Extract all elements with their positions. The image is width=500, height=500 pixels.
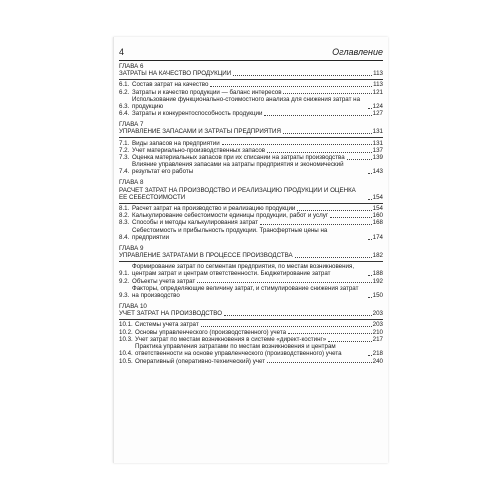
dot-leader: [260, 224, 372, 225]
section-title: Калькулирование себестоимости единицы продукции, работ и услуг: [132, 212, 329, 220]
dot-leader: [368, 275, 372, 276]
toc-entry: [119, 321, 383, 328]
section-page: 121: [372, 88, 383, 96]
section-title: Факторы, определяющие величину затрат, и стимулирование снижения затрат на производство: [132, 284, 359, 300]
dot-leader: [264, 115, 371, 116]
dot-leader: [267, 152, 372, 153]
chapter-title: УПРАВЛЕНИЕ ЗАПАСАМИ И ЗАТРАТЫ ПРЕДПРИЯТИЯ: [119, 128, 281, 136]
section-page: 160: [372, 212, 383, 220]
section-title: Системы учета затрат: [135, 321, 199, 329]
toc-entry: [119, 343, 383, 357]
header-rule: [119, 60, 383, 61]
toc-entry: [119, 219, 383, 226]
section-title: Использование функционально-стоимостного анализа для снижения затрат на продукцию: [132, 95, 361, 111]
chapter-title-row: [119, 187, 383, 201]
chapter-block: [119, 303, 383, 365]
chapter-label: ГЛАВА 8: [119, 179, 144, 187]
dot-leader: [368, 199, 372, 200]
section-title: Основы управленческого (производственного) учета: [135, 328, 287, 336]
dot-leader: [288, 333, 372, 334]
toc-entry: [119, 227, 383, 241]
section-number: 10.1.: [119, 321, 133, 329]
section-page: 188: [372, 270, 383, 278]
dot-leader: [233, 75, 372, 76]
section-title: Затраты и конкурентоспособность продукции: [132, 110, 263, 118]
section-title: Виды запасов на предприятии: [132, 139, 220, 147]
section-page: 174: [372, 233, 383, 241]
toc-entry: [119, 110, 383, 117]
section-title: Оценка материальных запасов при их списании на затраты производства: [132, 154, 345, 162]
dot-leader: [368, 108, 372, 109]
dot-leader: [295, 257, 372, 258]
section-title: Расчет затрат на производство и реализацию продукции: [132, 205, 296, 213]
section-number: 7.1.: [119, 139, 130, 147]
section-title: Себестоимость и прибыльность продукции. Трансфертные цены на предприятии: [132, 226, 328, 241]
section-number: 9.3.: [119, 292, 130, 300]
section-page: 143: [372, 168, 383, 176]
section-title: Состав затрат на качество: [132, 81, 209, 89]
chapter-title-row: [119, 128, 383, 135]
toc-entry: [119, 140, 383, 147]
dot-leader: [347, 159, 372, 160]
toc-entry: [119, 285, 383, 299]
section-title: Учет затрат по местам возникновения в системе «директ-костинг»: [135, 335, 327, 343]
dot-leader: [368, 239, 372, 240]
section-title: Практика управления затратами по местам возникновения и центрам ответственности на основе управленческого (производственного) учета: [135, 343, 342, 358]
section-title: Объекты учета затрат: [132, 277, 196, 285]
section-page: 203: [372, 321, 383, 329]
section-number: 8.1.: [119, 205, 130, 213]
section-number: 6.4.: [119, 110, 130, 118]
section-number: 10.5.: [119, 357, 133, 365]
section-number: 6.2.: [119, 88, 130, 96]
chapter-page: 182: [372, 252, 383, 260]
chapter-block: [119, 179, 383, 241]
chapter-label: ГЛАВА 7: [119, 121, 144, 129]
section-title: Влияние управления запасами на затраты предприятия и экономический результат его работы: [132, 161, 344, 176]
dot-leader: [210, 86, 372, 87]
chapter-label: ГЛАВА 9: [119, 244, 144, 252]
section-number: 7.4.: [119, 168, 130, 176]
dot-leader: [222, 144, 372, 145]
toc-entry: [119, 263, 383, 277]
section-page: 139: [372, 154, 383, 162]
chapter-rule: [119, 137, 383, 138]
section-title: Учет материально-производственных запасов: [132, 146, 266, 154]
dot-leader: [328, 341, 371, 342]
dot-leader: [297, 210, 371, 211]
section-number: 7.3.: [119, 154, 130, 162]
section-number: 6.3.: [119, 103, 130, 111]
chapter-label: ГЛАВА 6: [119, 63, 144, 70]
chapter-label: ГЛАВА 10: [119, 303, 147, 311]
section-number: 8.4.: [119, 233, 130, 241]
chapter-block: [119, 121, 383, 175]
section-page: 168: [372, 219, 383, 227]
book-page: [113, 37, 388, 463]
chapter-block: [119, 245, 383, 299]
chapter-title: РАСЧЕТ ЗАТРАТ НА ПРОИЗВОДСТВО И РЕАЛИЗАЦИЮ ПРОДУКЦИИ И ОЦЕНКА ЕЕ СЕБЕСТОИМОСТИ: [119, 186, 356, 201]
toc-entry: [119, 205, 383, 212]
section-page: 150: [372, 292, 383, 300]
chapter-title: УПРАВЛЕНИЕ ЗАТРАТАМИ В ПРОЦЕССЕ ПРОИЗВОДСТВА: [119, 252, 293, 260]
section-number: 10.4.: [119, 350, 133, 358]
chapter-page: 154: [372, 193, 383, 201]
dot-leader: [201, 326, 372, 327]
chapter-rule: [119, 79, 383, 80]
dot-leader: [330, 217, 372, 218]
dot-leader: [267, 362, 372, 363]
section-number: 6.1.: [119, 81, 130, 89]
section-page: 210: [372, 328, 383, 336]
dot-leader: [283, 93, 371, 94]
page-header: [119, 47, 383, 59]
section-page: 218: [372, 350, 383, 358]
toc-entry: [119, 212, 383, 219]
toc-entry: [119, 81, 383, 88]
chapter-title-row: [119, 252, 383, 259]
toc-entry: [119, 96, 383, 110]
toc-entry: [119, 161, 383, 175]
section-title: Затраты и качество продукции — баланс интересов: [132, 88, 282, 96]
running-title: Оглавление: [332, 47, 383, 57]
page-number: 4: [119, 47, 125, 57]
chapter-rule: [119, 261, 383, 262]
chapter-title-row: [119, 310, 383, 317]
section-page: 131: [372, 139, 383, 147]
chapter-title: ЗАТРАТЫ НА КАЧЕСТВО ПРОДУКЦИИ: [119, 70, 232, 78]
dot-leader: [368, 297, 372, 298]
dot-leader: [197, 282, 371, 283]
section-title: Формирование затрат по сегментам предприятия, по местам возникновения, центрам затрат и центрам ответственности. Бюджетирование затрат: [132, 263, 355, 278]
toc-entry: [119, 336, 383, 343]
toc-entry: [119, 329, 383, 336]
section-number: 8.3.: [119, 219, 130, 227]
section-page: 154: [372, 205, 383, 213]
toc-entry: [119, 358, 383, 365]
toc-entry: [119, 89, 383, 96]
dot-leader: [368, 355, 372, 356]
section-page: 113: [373, 81, 383, 89]
table-of-contents: [119, 63, 383, 369]
dot-leader: [224, 315, 372, 316]
section-number: 8.2.: [119, 212, 130, 220]
dot-leader: [283, 133, 372, 134]
chapter-title-row: [119, 70, 383, 77]
chapter-rule: [119, 319, 383, 320]
chapter-page: 131: [372, 128, 383, 136]
toc-entry: [119, 154, 383, 161]
chapter-page: 113: [373, 70, 383, 78]
toc-entry: [119, 278, 383, 285]
chapter-block: [119, 63, 383, 117]
section-page: 192: [372, 277, 383, 285]
section-page: 137: [372, 146, 383, 154]
section-number: 7.2.: [119, 146, 130, 154]
section-page: 124: [372, 103, 383, 111]
section-title: Оперативный (оперативно-технический) учет: [135, 357, 266, 365]
section-number: 9.1.: [119, 270, 130, 278]
toc-entry: [119, 147, 383, 154]
dot-leader: [368, 173, 372, 174]
section-title: Способы и методы калькулирования затрат: [132, 219, 259, 227]
section-number: 10.3.: [119, 335, 133, 343]
section-page: 217: [372, 335, 383, 343]
chapter-page: 203: [372, 310, 383, 318]
chapter-rule: [119, 203, 383, 204]
section-page: 127: [372, 110, 383, 118]
section-number: 9.2.: [119, 277, 130, 285]
chapter-title: УЧЕТ ЗАТРАТ НА ПРОИЗВОДСТВО: [119, 310, 223, 318]
section-page: 240: [372, 357, 383, 365]
section-number: 10.2.: [119, 328, 133, 336]
